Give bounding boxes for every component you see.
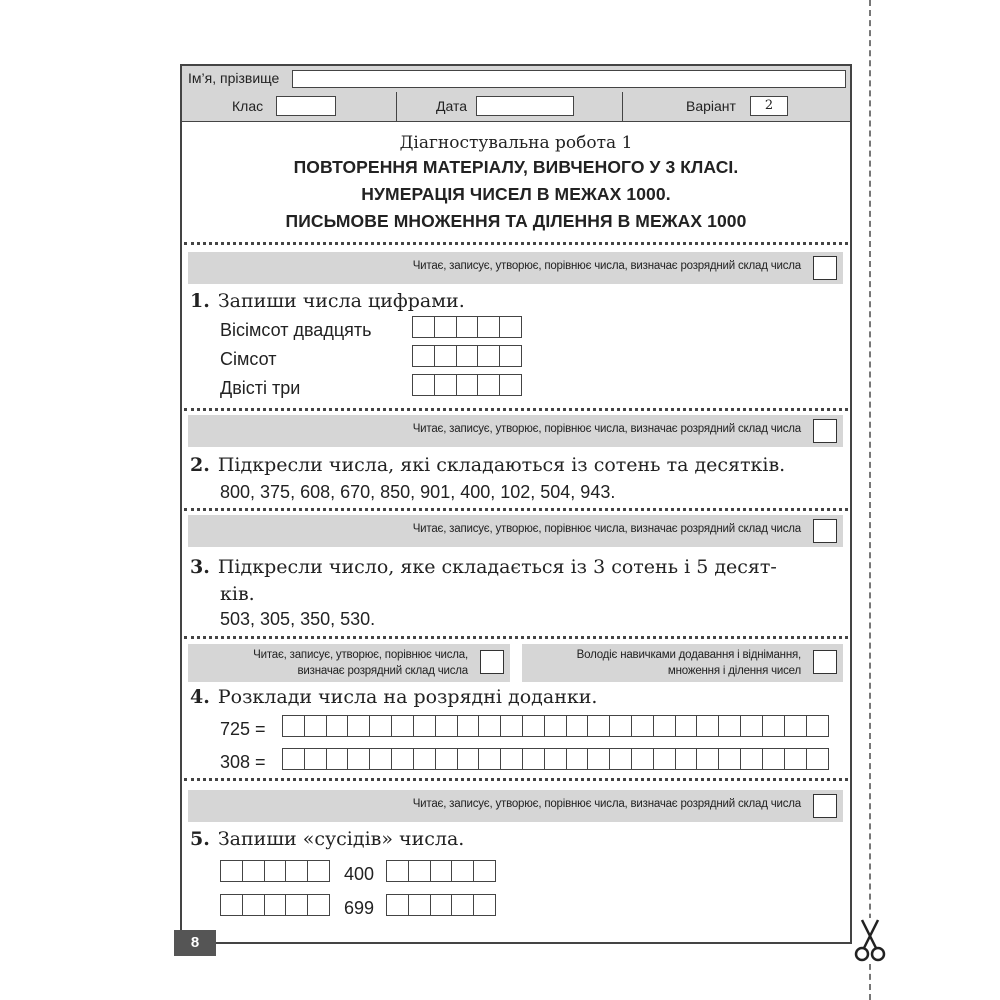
skill-label: Читає, записує, утворює, порівнює числа, визначає розрядний склад числа xyxy=(253,649,468,677)
answer-cell[interactable] xyxy=(762,715,785,737)
answer-cell[interactable] xyxy=(806,715,829,737)
skill-bar xyxy=(188,415,843,447)
worksheet xyxy=(180,64,852,944)
task-number: 5. xyxy=(190,828,210,850)
score-checkbox[interactable] xyxy=(813,650,837,674)
answer-cell[interactable] xyxy=(478,748,501,770)
answer-cell[interactable] xyxy=(740,748,763,770)
task-4-title xyxy=(190,686,597,708)
skill-bar xyxy=(188,515,843,547)
answer-cell[interactable] xyxy=(522,748,545,770)
skill-label: Читає, записує, утворює, порівнює числа, визначає розрядний склад числа xyxy=(412,423,801,435)
answer-cells[interactable] xyxy=(412,345,521,367)
variant-field[interactable]: 2 xyxy=(750,96,788,116)
task-3-numbers: 503, 305, 350, 530. xyxy=(220,609,376,629)
task-5-title xyxy=(190,828,464,850)
answer-cell[interactable] xyxy=(457,715,480,737)
task-text: Запиши числа цифрами. xyxy=(217,290,465,312)
class-label: Клас xyxy=(232,98,264,114)
answer-cell[interactable] xyxy=(347,715,370,737)
answer-cell[interactable] xyxy=(784,715,807,737)
class-cell xyxy=(182,92,397,121)
name-label: Ім’я, прізвище xyxy=(188,70,280,86)
answer-cells[interactable] xyxy=(412,316,521,338)
task-4-eq-2: 308 = xyxy=(220,752,266,772)
skill-bar-numbers xyxy=(188,644,510,682)
task-1-item-1: Вісімсот двадцять xyxy=(220,320,372,340)
answer-cell[interactable] xyxy=(631,748,654,770)
answer-cells[interactable] xyxy=(282,715,827,737)
task-text: Підкресли число, яке складається із 3 сотень і 5 десят- xyxy=(217,556,777,578)
answer-cell[interactable] xyxy=(478,715,501,737)
title-line-3: ПИСЬМОВЕ МНОЖЕННЯ ТА ДІЛЕННЯ В МЕЖАХ 1000 xyxy=(285,211,747,231)
title-block xyxy=(182,132,850,235)
answer-cell[interactable] xyxy=(675,715,698,737)
divider xyxy=(184,408,848,411)
score-checkbox[interactable] xyxy=(813,419,837,443)
skill-bar xyxy=(188,790,843,822)
answer-cell[interactable] xyxy=(675,748,698,770)
task-1-item-3: Двісті три xyxy=(220,378,301,398)
skill-label: Володіє навичками додавання і віднімання, множення і ділення чисел xyxy=(576,649,801,677)
answer-cell[interactable] xyxy=(500,748,523,770)
answer-cell[interactable] xyxy=(762,748,785,770)
answer-cell[interactable] xyxy=(304,748,327,770)
answer-cells[interactable] xyxy=(386,860,495,882)
skill-label: Читає, записує, утворює, порівнює числа, визначає розрядний склад числа xyxy=(412,798,801,810)
answer-cell[interactable] xyxy=(806,748,829,770)
work-subtitle: Діагностувальна робота 1 xyxy=(399,133,633,153)
answer-cells[interactable] xyxy=(386,894,495,916)
answer-cell[interactable] xyxy=(304,715,327,737)
answer-cell[interactable] xyxy=(413,715,436,737)
task-3-title xyxy=(190,556,777,578)
task-2-numbers: 800, 375, 608, 670, 850, 901, 400, 102, 504, 943. xyxy=(220,482,616,502)
task-1-title xyxy=(190,290,465,312)
answer-cell[interactable] xyxy=(544,715,567,737)
answer-cell[interactable] xyxy=(282,715,305,737)
answer-cell[interactable] xyxy=(653,748,676,770)
divider xyxy=(184,636,848,639)
answer-cells[interactable] xyxy=(412,374,521,396)
answer-cells[interactable] xyxy=(220,894,329,916)
task-text: Запиши «сусідів» числа. xyxy=(217,828,465,850)
answer-cell[interactable] xyxy=(544,748,567,770)
divider xyxy=(184,778,848,781)
task-5-number-2: 699 xyxy=(344,898,375,918)
title-line-2: НУМЕРАЦІЯ ЧИСЕЛ В МЕЖАХ 1000. xyxy=(361,184,671,204)
score-checkbox[interactable] xyxy=(813,519,837,543)
variant-cell xyxy=(622,92,850,121)
task-number: 4. xyxy=(190,686,210,708)
scissors-icon xyxy=(852,918,888,964)
answer-cell[interactable] xyxy=(566,715,589,737)
answer-cell[interactable] xyxy=(522,715,545,737)
answer-cell[interactable] xyxy=(347,748,370,770)
task-text: Підкресли числа, які складаються із сотень та десятків. xyxy=(217,454,786,476)
answer-cell[interactable] xyxy=(391,715,414,737)
answer-cell[interactable] xyxy=(718,748,741,770)
answer-cell[interactable] xyxy=(391,748,414,770)
variant-label: Варіант xyxy=(686,98,736,114)
answer-cell[interactable] xyxy=(587,748,610,770)
skill-bar xyxy=(188,252,843,284)
answer-cell[interactable] xyxy=(696,748,719,770)
task-3-title-cont: ків. xyxy=(220,583,255,605)
answer-cells[interactable] xyxy=(282,748,827,770)
task-1-item-2: Сімсот xyxy=(220,349,277,369)
date-field[interactable] xyxy=(476,96,574,116)
task-number: 1. xyxy=(190,290,210,312)
skill-label: Читає, записує, утворює, порівнює числа, визначає розрядний склад числа xyxy=(412,523,801,535)
answer-cell[interactable] xyxy=(369,715,392,737)
score-checkbox[interactable] xyxy=(813,794,837,818)
answer-cell[interactable] xyxy=(435,715,458,737)
date-label: Дата xyxy=(436,98,468,114)
answer-cell[interactable] xyxy=(587,715,610,737)
answer-cell[interactable] xyxy=(282,748,305,770)
score-checkbox[interactable] xyxy=(813,256,837,280)
answer-cell[interactable] xyxy=(369,748,392,770)
task-5-number-1: 400 xyxy=(344,864,375,884)
answer-cells[interactable] xyxy=(220,860,329,882)
task-number: 2. xyxy=(190,454,210,476)
answer-cell[interactable] xyxy=(631,715,654,737)
cut-line xyxy=(869,0,871,1000)
answer-cell[interactable] xyxy=(653,715,676,737)
answer-cell[interactable] xyxy=(718,715,741,737)
answer-cell[interactable] xyxy=(326,748,349,770)
answer-cell[interactable] xyxy=(435,748,458,770)
answer-cell[interactable] xyxy=(609,715,632,737)
answer-cell[interactable] xyxy=(326,715,349,737)
divider xyxy=(184,508,848,511)
answer-cell[interactable] xyxy=(457,748,480,770)
name-row xyxy=(182,66,850,93)
title-line-1: ПОВТОРЕННЯ МАТЕРІАЛУ, ВИВЧЕНОГО У 3 КЛАСІ. xyxy=(293,157,739,177)
meta-row xyxy=(182,92,850,122)
task-text: Розклади числа на розрядні доданки. xyxy=(217,686,598,708)
answer-cell[interactable] xyxy=(413,748,436,770)
date-cell xyxy=(396,92,623,121)
task-4-eq-1: 725 = xyxy=(220,719,266,739)
class-field[interactable] xyxy=(276,96,336,116)
score-checkbox[interactable] xyxy=(480,650,504,674)
skill-label: Читає, записує, утворює, порівнює числа, визначає розрядний склад числа xyxy=(412,260,801,272)
task-2-title xyxy=(190,454,785,476)
answer-cell[interactable] xyxy=(784,748,807,770)
answer-cell[interactable] xyxy=(609,748,632,770)
answer-cell[interactable] xyxy=(740,715,763,737)
answer-cell[interactable] xyxy=(696,715,719,737)
skill-bar-operations xyxy=(522,644,843,682)
answer-cell[interactable] xyxy=(566,748,589,770)
answer-cell[interactable] xyxy=(500,715,523,737)
task-number: 3. xyxy=(190,556,210,578)
name-field[interactable] xyxy=(292,70,846,88)
page-number: 8 xyxy=(174,930,216,956)
divider xyxy=(184,242,848,245)
